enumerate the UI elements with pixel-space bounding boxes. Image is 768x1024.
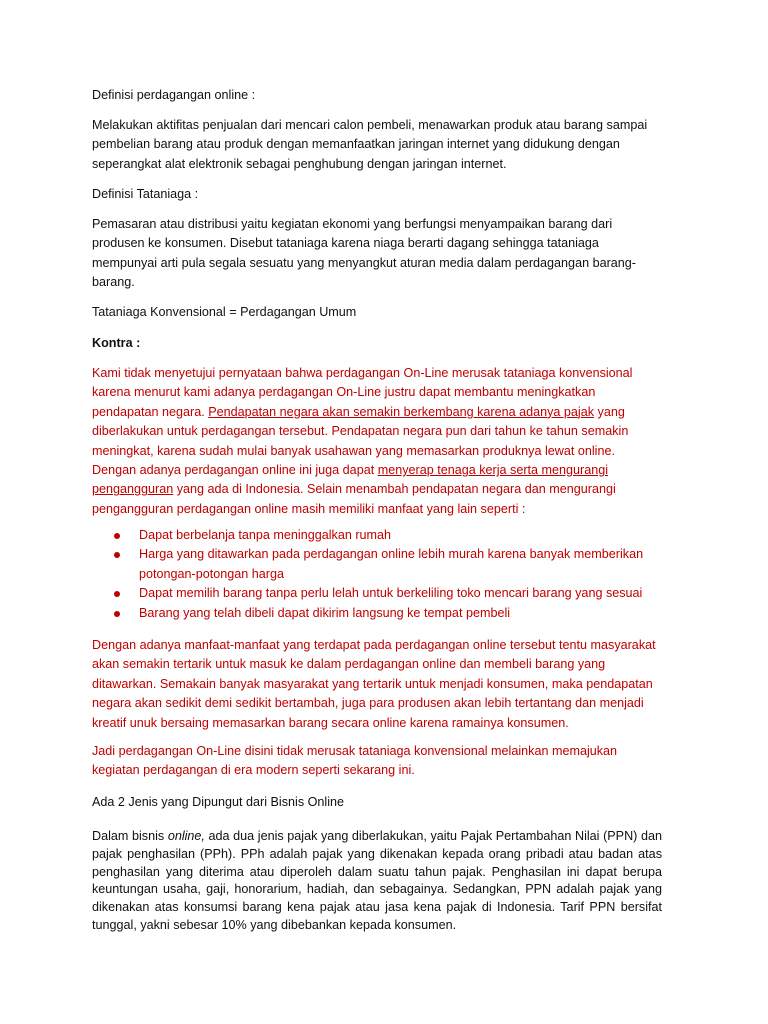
- paragraph-kontra-1: [92, 364, 662, 519]
- paragraph-kontra-2: Dengan adanya manfaat-manfaat yang terdapat pada perdagangan online tersebut tentu masyarakat akan semakin tertarik untuk masuk ke dalam perdagangan online dan membeli barang yang ditawarkan. Semakain banyak masyarakat yang tertarik untuk menjadi konsumen, maka pendapatan negara akan sedikit demi sedikit bertambah, juga para produsen akan lebih tertantang dan menjadi kreatif unuk bersaing memasarkan barang secara online karena ramainya konsumen.: [92, 638, 656, 730]
- bullet-icon: [114, 533, 120, 539]
- bullet-icon: [114, 591, 120, 597]
- kontra-text-c: yang ada di Indonesia. Selain menambah pendapatan negara dan mengurangi pengangguran perdagangan online masih memiliki manfaat yang lain seperti :: [92, 482, 616, 516]
- paragraph-definisi-perdagangan-online: Melakukan aktifitas penjualan dari mencari calon pembeli, menawarkan produk atau barang sampai pembelian barang atau produk dengan memanfaatkan jaringan internet yang didukung dengan seperangkat alat elektronik sebagai penghubung dengan jaringan internet.: [92, 118, 648, 171]
- benefit-list: [92, 526, 662, 623]
- list-item: Barang yang telah dibeli dapat dikirim langsung ke tempat pembeli: [92, 604, 662, 623]
- bullet-icon: [114, 552, 120, 558]
- kontra-text-a: Kami tidak menyetujui pernyataan bahwa perdagangan On-Line merusak tataniaga konvensional karena menurut kami adanya perdagangan On-Line justru dapat membantu meningkatkan pendapatan negara.: [92, 366, 633, 419]
- kontra-underline-tenaga-kerja: menyerap tenaga kerja serta mengurangi pengangguran: [92, 463, 609, 497]
- equation-line: Tataniaga Konvensional = Perdagangan Umum: [92, 305, 357, 319]
- paragraph-kontra-3: Jadi perdagangan On-Line disini tidak merusak tataniaga konvensional melainkan memajukan kegiatan perdagangan di era modern seperti sekarang ini.: [92, 744, 618, 778]
- list-item: Dapat memilih barang tanpa perlu lelah untuk berkeliling toko mencari barang yang sesuai: [92, 584, 662, 603]
- heading-kontra: Kontra :: [92, 336, 141, 350]
- paragraph-jenis-pajak: Dalam bisnis online, ada dua jenis pajak yang diberlakukan, yaitu Pajak Pertambahan Nilai (PPN) dan pajak penghasilan (PPh). PPh adalah pajak yang dikenakan kepada orang pribadi atau badan atas penghasilan yang diterima atau diperoleh dalam suatu tahun pajak. Penghasilan ini dapat berupa keuntungan usaha, gaji, honorarium, hadiah, dan sebagainya. Sedangkan, PPN adalah pajak yang dikenakan atas konsumsi barang kena pajak atau jasa kena pajak di Indonesia. Tarif PPN bersifat tunggal, yakni sebesar 10% yang dibebankan kepada konsumen.: [92, 829, 662, 932]
- list-item: Harga yang ditawarkan pada perdagangan online lebih murah karena banyak memberikan potongan-potongan harga: [92, 545, 662, 584]
- heading-definisi-perdagangan-online: Definisi perdagangan online :: [92, 88, 256, 102]
- heading-jenis-pajak: Ada 2 Jenis yang Dipungut dari Bisnis Online: [92, 795, 345, 809]
- paragraph-definisi-tataniaga: Pemasaran atau distribusi yaitu kegiatan ekonomi yang berfungsi menyampaikan barang dari produsen ke konsumen. Disebut tataniaga karena niaga berarti dagang sehingga tataniaga mempunyai arti pula segala sesuatu yang menyangkut aturan media dalam perdagangan barang-barang.: [92, 217, 636, 290]
- heading-definisi-tataniaga: Definisi Tataniaga :: [92, 187, 199, 201]
- kontra-underline-pajak: Pendapatan negara akan semakin berkembang karena adanya pajak: [208, 404, 595, 419]
- list-item: Dapat berbelanja tanpa meninggalkan rumah: [92, 526, 662, 545]
- bullet-icon: [114, 611, 120, 617]
- italic-online: online,: [167, 829, 205, 843]
- kontra-text-b: yang diberlakukan untuk perdagangan tersebut. Pendapatan negara pun dari tahun ke tahun semakin meningkat, karena sudah mulai banyak usahawan yang memasarkan produknya lewat online. Dengan adanya perdagangan online ini juga dapat: [92, 404, 629, 478]
